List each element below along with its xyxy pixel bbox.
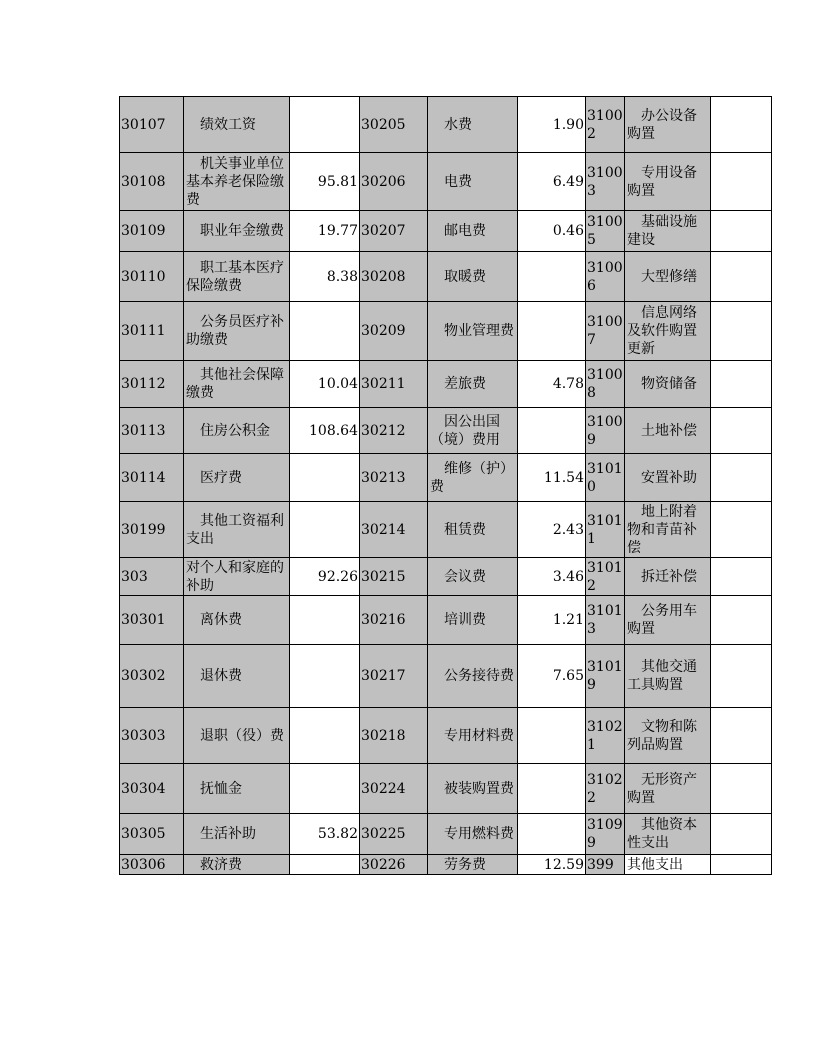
col3-amount [711, 855, 772, 875]
col3-amount [711, 596, 772, 645]
col3-amount [711, 211, 772, 252]
table-row [120, 708, 772, 764]
col2-name: 专用燃料费 [428, 814, 518, 855]
col2-code: 30212 [360, 408, 428, 454]
table-row [120, 252, 772, 302]
table-row [120, 814, 772, 855]
col2-code: 30208 [360, 252, 428, 302]
col3-name: 无形资产购置 [625, 764, 711, 814]
col1-code: 30113 [120, 408, 184, 454]
col2-code: 30206 [360, 153, 428, 211]
col3-name: 安置补助 [625, 454, 711, 502]
col2-amount [518, 302, 586, 361]
table-row [120, 502, 772, 558]
col2-code: 30211 [360, 361, 428, 408]
col1-name: 生活补助 [184, 814, 290, 855]
col3-name: 文物和陈列品购置 [625, 708, 711, 764]
col1-amount [290, 302, 360, 361]
col2-amount [518, 408, 586, 454]
col3-code: 31019 [586, 645, 625, 708]
col1-name: 公务员医疗补助缴费 [184, 302, 290, 361]
col2-code: 30213 [360, 454, 428, 502]
col1-code: 30110 [120, 252, 184, 302]
col1-code: 30306 [120, 855, 184, 875]
col2-code: 30217 [360, 645, 428, 708]
table-row [120, 596, 772, 645]
col2-amount [518, 764, 586, 814]
col1-name: 住房公积金 [184, 408, 290, 454]
col3-amount [711, 558, 772, 596]
col1-amount [290, 764, 360, 814]
col1-amount: 108.64 [290, 408, 360, 454]
col1-name: 救济费 [184, 855, 290, 875]
col3-code: 31009 [586, 408, 625, 454]
col3-code: 31007 [586, 302, 625, 361]
col2-name: 差旅费 [428, 361, 518, 408]
col1-code: 303 [120, 558, 184, 596]
col1-amount [290, 502, 360, 558]
col1-amount [290, 855, 360, 875]
col3-code: 31005 [586, 211, 625, 252]
col1-amount [290, 596, 360, 645]
col3-amount [711, 252, 772, 302]
col3-code: 31011 [586, 502, 625, 558]
col1-name: 其他社会保障缴费 [184, 361, 290, 408]
col1-name: 绩效工资 [184, 97, 290, 153]
table-row [120, 361, 772, 408]
col3-amount [711, 153, 772, 211]
col1-name: 退休费 [184, 645, 290, 708]
col2-code: 30216 [360, 596, 428, 645]
col1-code: 30305 [120, 814, 184, 855]
col1-code: 30303 [120, 708, 184, 764]
col2-name: 劳务费 [428, 855, 518, 875]
col2-code: 30207 [360, 211, 428, 252]
col2-name: 会议费 [428, 558, 518, 596]
col3-name: 地上附着物和青苗补偿 [625, 502, 711, 558]
table-row [120, 408, 772, 454]
col2-name: 电费 [428, 153, 518, 211]
col3-amount [711, 97, 772, 153]
col3-name: 大型修缮 [625, 252, 711, 302]
col1-name: 退职（役）费 [184, 708, 290, 764]
col1-amount: 95.81 [290, 153, 360, 211]
table-row [120, 153, 772, 211]
col1-name: 机关事业单位基本养老保险缴费 [184, 153, 290, 211]
col3-code: 31008 [586, 361, 625, 408]
col3-name: 拆迁补偿 [625, 558, 711, 596]
col3-name: 公务用车购置 [625, 596, 711, 645]
col2-name: 物业管理费 [428, 302, 518, 361]
col2-name: 水费 [428, 97, 518, 153]
table-body [120, 97, 772, 875]
col2-amount: 1.90 [518, 97, 586, 153]
col3-amount [711, 764, 772, 814]
table-row [120, 97, 772, 153]
col1-amount: 92.26 [290, 558, 360, 596]
col2-name: 被装购置费 [428, 764, 518, 814]
col1-name: 离休费 [184, 596, 290, 645]
col1-name: 对个人和家庭的补助 [184, 558, 290, 596]
col3-code: 399 [586, 855, 625, 875]
col2-amount: 1.21 [518, 596, 586, 645]
col1-code: 30111 [120, 302, 184, 361]
col2-code: 30215 [360, 558, 428, 596]
col2-amount: 6.49 [518, 153, 586, 211]
col3-name: 其他支出 [625, 855, 711, 875]
col2-amount [518, 814, 586, 855]
col3-code: 31006 [586, 252, 625, 302]
col2-amount: 7.65 [518, 645, 586, 708]
col3-code: 31002 [586, 97, 625, 153]
col1-name: 职业年金缴费 [184, 211, 290, 252]
col1-amount [290, 97, 360, 153]
col3-name: 其他资本性支出 [625, 814, 711, 855]
col1-code: 30301 [120, 596, 184, 645]
col1-name: 其他工资福利支出 [184, 502, 290, 558]
col2-name: 因公出国（境）费用 [428, 408, 518, 454]
col3-name: 物资储备 [625, 361, 711, 408]
col3-code: 31099 [586, 814, 625, 855]
col1-code: 30107 [120, 97, 184, 153]
col3-amount [711, 814, 772, 855]
col2-code: 30205 [360, 97, 428, 153]
col1-code: 30199 [120, 502, 184, 558]
col2-amount: 3.46 [518, 558, 586, 596]
col1-code: 30109 [120, 211, 184, 252]
col2-amount: 11.54 [518, 454, 586, 502]
col3-name: 其他交通工具购置 [625, 645, 711, 708]
col2-code: 30224 [360, 764, 428, 814]
col2-amount [518, 708, 586, 764]
col2-amount: 0.46 [518, 211, 586, 252]
col1-amount: 8.38 [290, 252, 360, 302]
col2-amount: 4.78 [518, 361, 586, 408]
col1-code: 30304 [120, 764, 184, 814]
col2-name: 取暖费 [428, 252, 518, 302]
col3-amount [711, 302, 772, 361]
col3-name: 基础设施建设 [625, 211, 711, 252]
col2-code: 30214 [360, 502, 428, 558]
col3-amount [711, 361, 772, 408]
col3-name: 土地补偿 [625, 408, 711, 454]
col2-name: 专用材料费 [428, 708, 518, 764]
table-row [120, 558, 772, 596]
col1-name: 抚恤金 [184, 764, 290, 814]
table-row [120, 855, 772, 875]
col1-name: 医疗费 [184, 454, 290, 502]
col1-amount: 53.82 [290, 814, 360, 855]
col2-code: 30226 [360, 855, 428, 875]
col1-amount [290, 708, 360, 764]
col2-amount: 12.59 [518, 855, 586, 875]
col3-code: 31012 [587, 559, 623, 594]
col2-name: 租赁费 [428, 502, 518, 558]
col3-name: 专用设备购置 [625, 153, 711, 211]
col2-amount [518, 252, 586, 302]
col1-code: 30108 [120, 153, 184, 211]
col2-name: 维修（护）费 [428, 454, 518, 502]
col3-code: 31021 [586, 708, 625, 764]
col2-code: 30209 [360, 302, 428, 361]
col3-amount [711, 708, 772, 764]
table-row [120, 211, 772, 252]
col3-code: 31022 [586, 764, 625, 814]
col3-code: 31013 [586, 596, 625, 645]
col3-code: 31010 [586, 454, 625, 502]
col3-code: 31003 [586, 153, 625, 211]
col3-amount [711, 408, 772, 454]
col2-amount: 2.43 [518, 502, 586, 558]
table-row [120, 764, 772, 814]
table-row [120, 645, 772, 708]
table-row [120, 454, 772, 502]
col2-name: 培训费 [428, 596, 518, 645]
col3-amount [711, 454, 772, 502]
col1-code: 30302 [120, 645, 184, 708]
col3-name: 办公设备购置 [625, 97, 711, 153]
col1-amount: 10.04 [290, 361, 360, 408]
table-row [120, 302, 772, 361]
col3-amount [711, 645, 772, 708]
col2-code: 30225 [360, 814, 428, 855]
col2-name: 邮电费 [428, 211, 518, 252]
col1-amount [290, 645, 360, 708]
col1-amount [290, 454, 360, 502]
col3-amount [711, 502, 772, 558]
col1-name: 职工基本医疗保险缴费 [184, 252, 290, 302]
col2-name: 公务接待费 [428, 645, 518, 708]
col1-code: 30112 [120, 361, 184, 408]
col1-code: 30114 [120, 454, 184, 502]
col1-amount: 19.77 [290, 211, 360, 252]
expenditure-table [119, 96, 772, 875]
col2-code: 30218 [360, 708, 428, 764]
col3-name: 信息网络及软件购置更新 [625, 302, 711, 361]
